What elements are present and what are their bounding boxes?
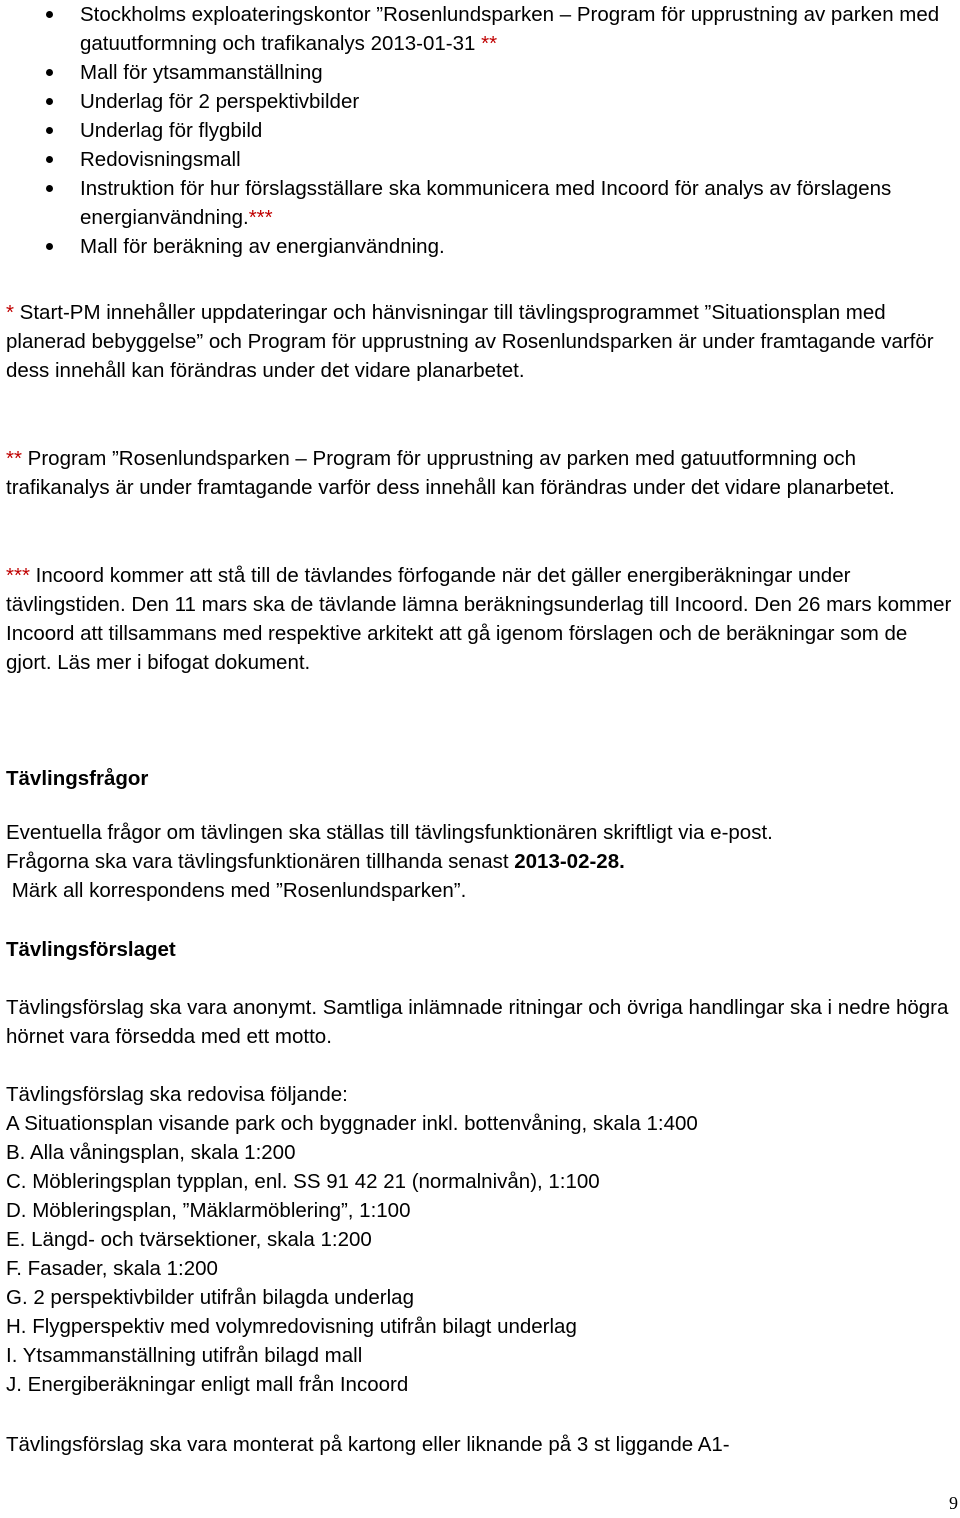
requirements-list — [6, 1109, 698, 1399]
section-heading-questions: Tävlingsfrågor — [6, 767, 149, 790]
list-item: G. 2 perspektivbilder utifrån bilagda underlag — [6, 1286, 414, 1309]
bullet-dot-icon — [46, 69, 53, 76]
footnote-text: Program ”Rosenlundsparken – Program för upprustning av parken med gatuutformning och trafikanalys är under framtagande varför dess innehåll kan förändras under det vidare planarbetet. — [6, 447, 895, 499]
bullet-item — [6, 116, 956, 145]
section-heading-proposal: Tävlingsförslaget — [6, 938, 176, 961]
questions-line: Märk all korrespondens med ”Rosenlundsparken”. — [6, 879, 467, 902]
proposal-paragraph: Tävlingsförslag ska vara anonymt. Samtliga inlämnade ritningar och övriga handlingar ska i nedre högra hörnet vara försedda med ett motto. — [6, 996, 949, 1048]
list-item: J. Energiberäkningar enligt mall från Incoord — [6, 1373, 409, 1396]
bullet-item — [6, 0, 956, 58]
footnote-text: Incoord kommer att stå till de tävlandes förfogande när det gäller energiberäkningar under tävlingstiden. Den 11 mars ska de tävlande lämna beräkningsunderlag till Incoord. Den 26 mars kommer Incoord att tillsammans med respektive arkitekt att gå igenom förslagen och de beräkningar som de gjort. Läs mer i bifogat dokument. — [6, 564, 952, 674]
footnote-marker: *** — [248, 206, 273, 229]
bullet-text: Underlag för flygbild — [80, 119, 263, 142]
list-item: F. Fasader, skala 1:200 — [6, 1257, 218, 1280]
bullet-dot-icon — [46, 243, 53, 250]
bullet-text: Mall för ytsammanställning — [80, 61, 323, 84]
list-item: B. Alla våningsplan, skala 1:200 — [6, 1141, 296, 1164]
proposal-requirements — [6, 1080, 698, 1399]
list-item: A Situationsplan visande park och byggnader inkl. bottenvåning, skala 1:400 — [6, 1112, 698, 1135]
attachment-bullet-list — [6, 0, 956, 261]
bullet-text: Instruktion för hur förslagsställare ska kommunicera med Incoord för analys av förslagens energianvändning. — [80, 177, 892, 229]
footnote-text: Start-PM innehåller uppdateringar och hänvisningar till tävlingsprogrammet ”Situationsplan med planerad bebyggelse” och Program för upprustning av Rosenlundsparken är under framtagande varför dess innehåll kan förändras under det vidare planarbetet. — [6, 301, 934, 382]
bullet-text: Stockholms exploateringskontor ”Rosenlundsparken – Program för upprustning av parken med gatuutformning och trafikanalys 2013-01-31 — [80, 3, 940, 55]
bullet-dot-icon — [46, 156, 53, 163]
deadline-text: Frågorna ska vara tävlingsfunktionären tillhanda senast — [6, 850, 515, 873]
list-item: I. Ytsammanställning utifrån bilagd mall — [6, 1344, 363, 1367]
footnote-marker: ** — [6, 447, 22, 470]
bullet-item — [6, 145, 956, 174]
bullet-text: Underlag för 2 perspektivbilder — [80, 90, 360, 113]
footnote-1 — [6, 298, 956, 385]
bullet-text: Mall för beräkning av energianvändning. — [80, 235, 445, 258]
bullet-dot-icon — [46, 185, 53, 192]
list-intro: Tävlingsförslag ska redovisa följande: — [6, 1083, 348, 1106]
bullet-item — [6, 58, 956, 87]
list-item: H. Flygperspektiv med volymredovisning utifrån bilagt underlag — [6, 1315, 577, 1338]
bullet-dot-icon — [46, 127, 53, 134]
questions-body — [6, 818, 773, 905]
list-item: C. Möbleringsplan typplan, enl. SS 91 42 21 (normalnivån), 1:100 — [6, 1170, 600, 1193]
bullet-text: Redovisningsmall — [80, 148, 241, 171]
footnote-marker: ** — [481, 32, 498, 55]
proposal-final-line: Tävlingsförslag ska vara monterat på kartong eller liknande på 3 st liggande A1- — [6, 1433, 730, 1456]
footnote-marker: * — [6, 301, 14, 324]
footnote-2 — [6, 444, 956, 502]
bullet-item — [6, 174, 956, 232]
bullet-dot-icon — [46, 98, 53, 105]
bullet-item — [6, 232, 956, 261]
list-item: E. Längd- och tvärsektioner, skala 1:200 — [6, 1228, 372, 1251]
questions-line: Eventuella frågor om tävlingen ska ställas till tävlingsfunktionären skriftligt via e-post. — [6, 821, 773, 844]
page-number: 9 — [949, 1493, 958, 1513]
deadline-date: 2013-02-28. — [514, 850, 625, 873]
bullet-item — [6, 87, 956, 116]
footnote-marker: *** — [6, 564, 30, 587]
questions-deadline-line — [6, 847, 773, 876]
footnote-3 — [6, 561, 956, 677]
bullet-dot-icon — [46, 11, 53, 18]
list-item: D. Möbleringsplan, ”Mäklarmöblering”, 1:100 — [6, 1199, 411, 1222]
